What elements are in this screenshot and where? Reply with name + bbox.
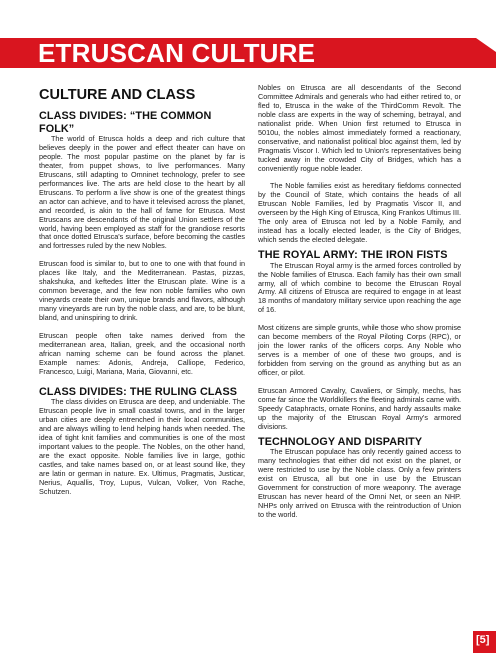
page-number: [5] (476, 634, 490, 646)
paragraph: The class divides on Etrusca are deep, and undeniable. The Etruscan people live in small coastal towns, and in the larger urban cities are deeply entrenched in their local communities, and are always willing to lend helping hands when needed. The idea of tight knit families and communities is one of the most important values to the people. The Nobles, on the other hand, are the exact opposite. Noble families live in large, gothic castles, and take names based on, or at least sound like, they are latin or german in nature. Ex. Ultimus, Pragmatis, Justicar, Nerius, Aquallis, Troy, Lupus, Vulcan, Volker, Von Rache, Schutzen. (39, 397, 245, 496)
subsection-title: TECHNOLOGY AND DISPARITY (258, 435, 423, 448)
left-column (39, 83, 245, 496)
right-column (258, 84, 461, 520)
paragraph: The Etruscan Royal army is the armed forces controlled by the Noble families of Etrusca. Each family has their own small army, all of which combine to become the Etruscan Royal Army. All citizens of Etrusca are required to engage in at least 18 months of mandatory military service upon reaching the age of 16. (258, 260, 461, 315)
paragraph: The world of Etrusca holds a deep and rich culture that believes deeply in the power and effect theater can have on people. The most popular pastime on the planet by far is theater, from puppet shows, to live performances. Many Etruscans, still adapting to Omninet technology, prefer to see performances live. The arts are held close to the heart by all Etruscans. To perform a live show is one of the greatest things an actor can achieve, and to have it televised across the planet, and recorded, is akin to the hall of fame for Etrusca. Most Etruscans are descendants of the original Union settlers of the world, having been employed as staff for the grandiose resorts that once dotted Etrusca's surface, before becoming the castles and fortresses ruled by the new Nobles. (39, 134, 245, 251)
paragraph: Most citizens are simple grunts, while those who show promise can become members of the Royal Piloting Corps (RPC), or join the lower ranks of the officers corps. Any Noble who serves is a member of one of these two groups, and is forbidden from serving on the ground as anything but as an officer, or pilot. (258, 323, 461, 377)
section-heading: CULTURE AND CLASS (39, 87, 196, 103)
paragraph: Etruscan food is similar to, but to one to one with that found in places like Italy, and the Mediterranean. Pastas, pizzas, shakshuka, and keftedes litter the Etruscan plate. Wine is a common beverage, and the few non noble families who own vineyards create their own, unique brands and flavors, although many vineyards are run by the noble class, and are, to be blunt, bland, and uninspiring to drink. (39, 259, 245, 322)
subsection-title: CLASS DIVIDES: “THE COMMON FOLK” (39, 110, 212, 135)
subsection-title: CLASS DIVIDES: THE RULING CLASS (39, 385, 238, 398)
paragraph: The Noble families exist as hereditary fiefdoms connected by the Council of State, which contains the heads of all Etruscan Noble Families, led by Pragmatis Viscor II, and overseen by the High King of Etrusca, King Frankos Ultimus III. The only area of Etrusca not led by a Noble Family, and instead has a locally elected leader, is the City of Bridges, which sends the elected delegate. (258, 181, 461, 245)
paragraph: Nobles on Etrusca are all descendants of the Second Committee Admirals and generals who had either retired to, or fled to, Etrusca in the wake of the ThirdComm Revolt. The noble class are experts in the way of scheming, betrayal, and nationalist pride. When Union first returned to Etrusca in 5010u, the nobles almost immediately formed a reactionary, conservative, and nationalist political bloc against them, led by Pragmatis Viscor I. Which led to Union's representatives being tucked away in the crowded City of Bridges, which has a conveniently rogue noble leader. (258, 83, 461, 173)
paragraph: Etruscan Armored Cavalry, Cavaliers, or Simply, mechs, has come far since the Worldkillers the fleeting admirals came with. Speedy Cataphracts, ornate Ronins, and hardy assaults make up the majority of the Etruscan Royal Army's armored divisions. (258, 385, 461, 431)
title-banner (0, 38, 496, 68)
paragraph: Etruscan people often take names derived from the mediterranean area, Italian, greek, and the occasional north african naming scheme can be found across the planet. Example names: Adonis, Andreja, Calliope, Federico, Francesco, Luigi, Mariana, Maria, Giovanni, etc. (39, 330, 245, 376)
paragraph: The Etruscan populace has only recently gained access to many technologies that either did not exist on the planet, or were restricted to use by the Noble class. Only a few printers exist on Etrusca, all but one in use by the Etruscan Government for construction of more weaponry. The average Etruscan has never heard of the Omni Net, or seen an NHP. NHPs only arrived on Etrusca with the reintroduction of Union to the world. (258, 447, 461, 519)
page-title: ETRUSCAN CULTURE (38, 38, 316, 68)
subsection-title: THE ROYAL ARMY: THE IRON FISTS (258, 249, 448, 262)
